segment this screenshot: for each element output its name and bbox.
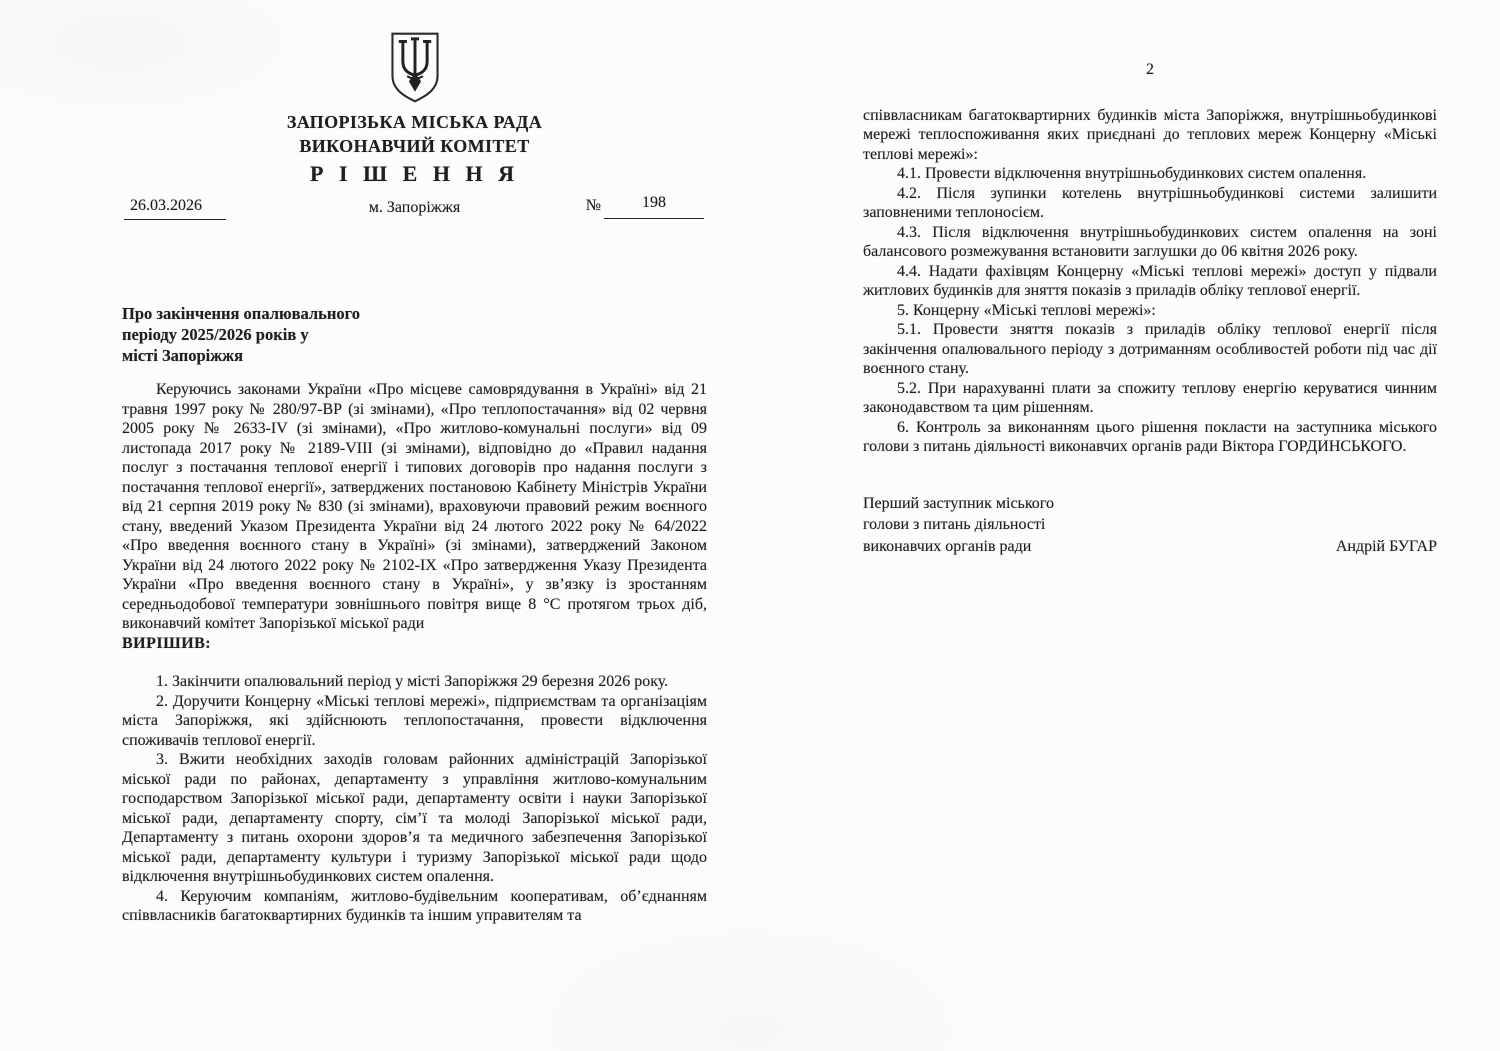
resolution-item-4-4: 4.4. Надати фахівцям Концерну «Міські теплові мережі» доступ у підвали житлових будинків для зняття показів з приладів обліку теплової енергії. xyxy=(863,262,1437,299)
resolution-item-2: 2. Доручити Концерну «Міські теплові мережі», підприємствам та організаціям міста Запоріжжя, які здійснюють теплопостачання, провести відключення споживачів теплової енергії. xyxy=(122,692,707,749)
resolved-label: ВИРІШИВ: xyxy=(122,634,212,652)
document-subject xyxy=(122,303,707,366)
document-number-group xyxy=(586,193,704,219)
signer-title-line-3: виконавчих органів ради xyxy=(863,537,1032,555)
signer-title-line-1: Перший заступник міського xyxy=(863,494,1054,512)
resolution-item-4-2: 4.2. Після зупинки котелень внутрішньобудинкові системи залишити заповненими теплоносієм. xyxy=(863,184,1437,221)
document-type-title: Р І Ш Е Н Н Я xyxy=(310,161,519,186)
document-city: м. Запоріжжя xyxy=(368,199,461,216)
resolution-item-4-3: 4.3. Після відключення внутрішньобудинкових систем опалення на зоні балансового розмежування встановити заглушки до 06 квітня 2026 року. xyxy=(863,223,1437,260)
resolution-item-4: 4. Керуючим компаніям, житлово-будівельним кооперативам, об’єднанням співвласників багатоквартирних будинків та іншим управителям та xyxy=(122,887,707,924)
resolution-item-4-1: 4.1. Провести відключення внутрішньобудинкових систем опалення. xyxy=(897,165,1367,182)
signature-block xyxy=(863,493,1437,558)
resolution-item-3: 3. Вжити необхідних заходів головам районних адміністрацій Запорізької міської ради по районах, департаменту з управління житлово-комунальним господарством Запорізької міської ради, департаменту освіти і науки Запорізької міської ради, департаменту спорту, сім’ї та молоді Запорізької міської ради, Департаменту з питань охорони здоров’я та медичного забезпечення Запорізької міської ради, департаменту культури і туризму Запорізької міської ради щодо відключення внутрішньобудинкових систем опалення. xyxy=(122,751,707,885)
page-number: 2 xyxy=(1146,61,1154,78)
resolution-item-5: 5. Концерну «Міські теплові мережі»: xyxy=(897,301,1156,319)
signer-title-line-2: голови з питань діяльності xyxy=(863,516,1046,533)
subject-line-2: періоду 2025/2026 років у xyxy=(122,325,309,344)
document-date: 26.03.2026 xyxy=(124,196,226,220)
resolution-item-6: 6. Контроль за виконанням цього рішення покласти на заступника міського голови з питань діяльності виконавчих органів ради Віктора ГОРДИНСЬКОГО. xyxy=(863,418,1437,455)
signer-name: Андрій БУГАР xyxy=(1335,537,1437,555)
subject-line-3: місті Запоріжжя xyxy=(122,346,244,365)
resolution-item-5-2: 5.2. При нарахуванні плати за спожиту теплову енергію керуватися чинним законодавством та цим рішенням. xyxy=(863,379,1437,416)
org-name-line2: ВИКОНАВЧИЙ КОМІТЕТ xyxy=(299,136,530,156)
resolution-item-5-1: 5.1. Провести зняття показів з приладів обліку теплової енергії після закінчення опалювального періоду з дотриманням особливостей роботи під час дії воєнного стану. xyxy=(863,321,1437,377)
page-1 xyxy=(122,0,707,926)
ukraine-trident-emblem-icon xyxy=(389,31,441,104)
org-name-line1: ЗАПОРІЗЬКА МІСЬКА РАДА xyxy=(286,112,543,132)
preamble-paragraph: Керуючись законами України «Про місцеве самоврядування в Україні» від 21 травня 1997 року № 280/97-ВР (зі змінами), «Про теплопостачання» від 02 червня 2005 року № 2633-IV (зі змінами), «Про житлово-комунальні послуги» від 09 листопада 2017 року № 2189-VIII (зі змінами), відповідно до «Правил надання послуг з постачання теплової енергії і типових договорів про надання послуги з постачання теплової енергії», затверджених постановою Кабінету Міністрів України від 21 серпня 2019 року № 830 (зі змінами), враховуючи правовий режим воєнного стану, введений Указом Президента України від 24 лютого 2022 року № 64/2022 «Про введення воєнного стану в Україні» (зі змінами), затверджений Законом України від 24 лютого 2022 року № 2102-IX «Про затвердження Указу Президента України «Про введення воєнного стану в Україні», у зв’язку із зростанням середньодобової температури зовнішнього повітря вище 8 °С протягом трьох діб, виконавчий комітет Запорізької міської ради xyxy=(122,381,707,632)
document-meta-row xyxy=(122,193,707,223)
resolution-item-1: 1. Закінчити опалювальний період у місті Запоріжжя 29 березня 2026 року. xyxy=(156,673,669,690)
subject-line-1: Про закінчення опалювального xyxy=(122,304,360,323)
item-4-continuation: співвласникам багатоквартирних будинків міста Запоріжжя, внутрішньобудинкові мережі теплоспоживання яких приєднані до теплових мереж Концерну «Міські теплові мережі»: xyxy=(863,106,1437,163)
number-sign: № xyxy=(585,197,601,214)
page-2 xyxy=(863,0,1437,557)
document-number: 198 xyxy=(604,193,704,219)
